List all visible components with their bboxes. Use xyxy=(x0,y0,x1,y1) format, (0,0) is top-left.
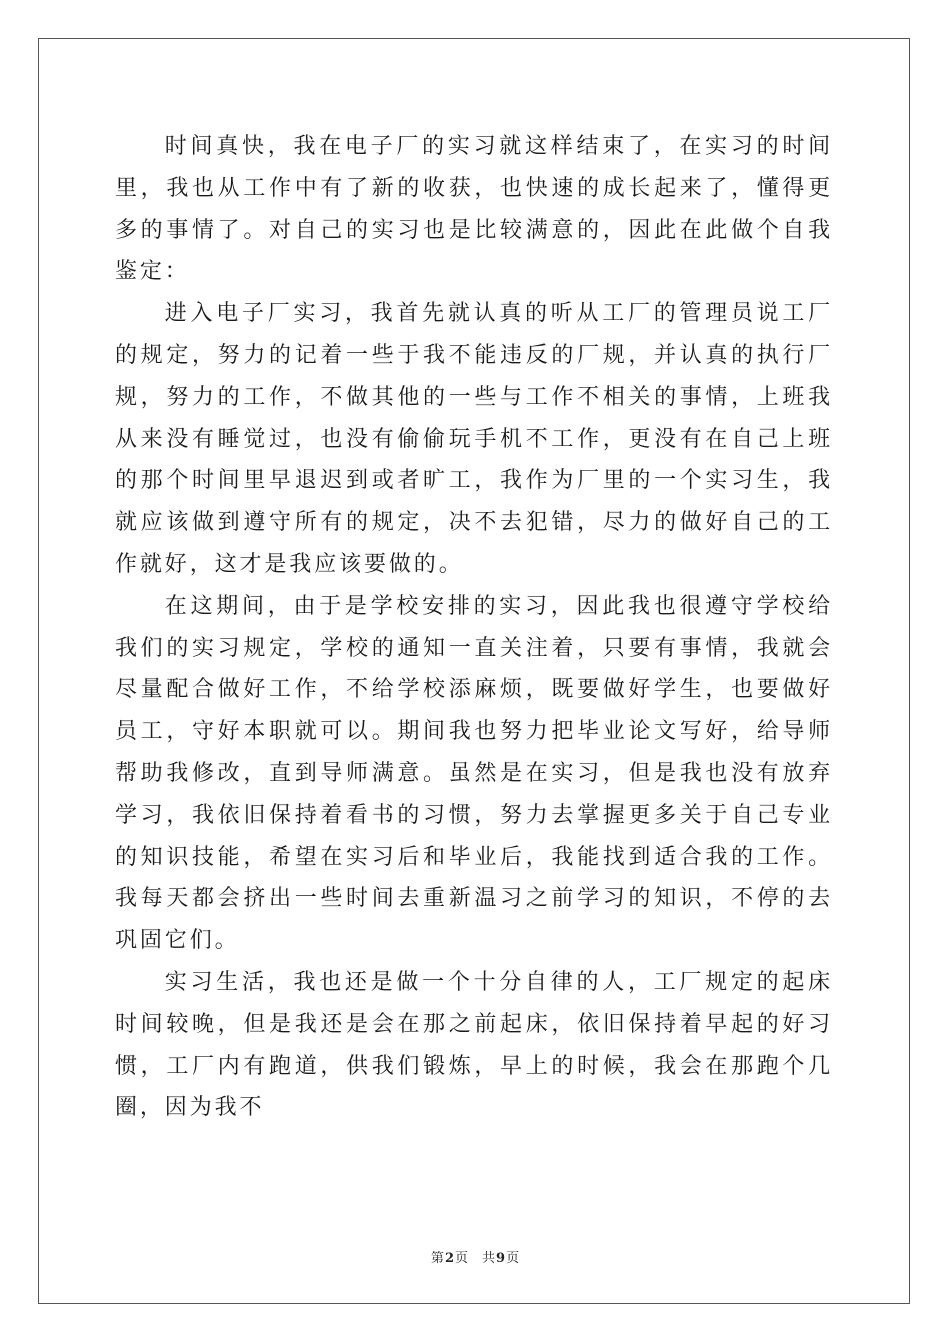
total-suffix: 页 xyxy=(506,1251,520,1266)
page-number xyxy=(431,1251,468,1266)
paragraph: 时间真快，我在电子厂的实习就这样结束了，在实习的时间里，我也从工作中有了新的收获，也快速的成长起来了，懂得更多的事情了。对自己的实习也是比较满意的，因此在此做个自我鉴定： xyxy=(115,134,833,285)
total-prefix: 共 xyxy=(482,1251,496,1266)
page-suffix: 页 xyxy=(454,1251,468,1266)
paragraph: 实习生活，我也还是做一个十分自律的人，工厂规定的起床时间较晚，但是我还是会在那之前起床，依旧保持着早起的好习惯，工厂内有跑道，供我们锻炼，早上的时候，我会在那跑个几圈，因为我不 xyxy=(115,969,833,1121)
total-pages: 9 xyxy=(496,1251,506,1266)
page-footer xyxy=(0,1247,950,1266)
paragraph: 进入电子厂实习，我首先就认真的听从工厂的管理员说工厂的规定，努力的记着一些于我不能违反的厂规，并认真的执行厂规，努力的工作，不做其他的一些与工作不相关的事情，上班我从来没有睡觉过，也没有偷偷玩手机不工作，更没有在自己上班的那个时间里早退迟到或者旷工，我作为厂里的一个实习生，我就应该做到遵守所有的规定，决不去犯错，尽力的做好自己的工作就好，这才是我应该要做的。 xyxy=(115,301,833,577)
paragraph: 在这期间，由于是学校安排的实习，因此我也很遵守学校给我们的实习规定，学校的通知一直关注着，只要有事情，我就会尽量配合做好工作，不给学校添麻烦，既要做好学生，也要做好员工，守好本职就可以。期间我也努力把毕业论文写好，给导师帮助我修改，直到导师满意。虽然是在实习，但是我也没有放弃学习，我依旧保持着看书的习惯，努力去掌握更多关于自己专业的知识技能，希望在实习后和毕业后，我能找到适合我的工作。我每天都会挤出一些时间去重新温习之前学习的知识，不停的去巩固它们。 xyxy=(115,593,833,954)
page-prefix: 第 xyxy=(430,1251,444,1266)
document-body xyxy=(115,126,833,1129)
page-current: 2 xyxy=(444,1251,454,1266)
page-total xyxy=(482,1251,519,1266)
